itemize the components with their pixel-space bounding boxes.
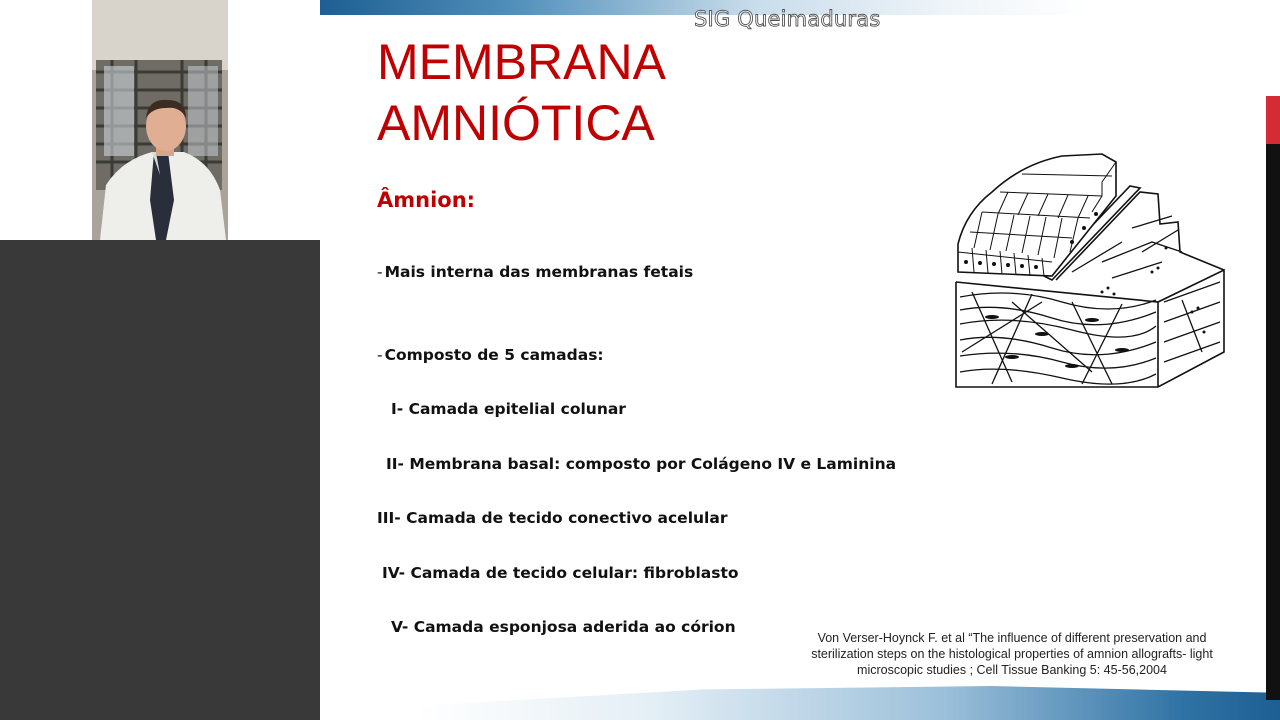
presenter-video-icon: [92, 0, 228, 240]
left-panel: [0, 0, 320, 720]
slide-title: [377, 32, 666, 154]
layer-item: V- Camada esponjosa aderida ao córion: [391, 618, 736, 636]
bullet-item: [377, 346, 604, 364]
presenter-webcam: [92, 0, 228, 240]
bullet-text: Mais interna das membranas fetais: [384, 263, 694, 281]
bottom-decorative-band: [320, 686, 1280, 720]
slide-subtitle: Âmnion:: [377, 188, 476, 212]
right-edge-accent: [1266, 96, 1280, 144]
layer-item: III- Camada de tecido conectivo acelular: [377, 509, 728, 527]
title-line-1: MEMBRANA: [377, 34, 666, 90]
layer-item: IV- Camada de tecido celular: fibroblasto: [382, 564, 739, 582]
slide: [320, 0, 1280, 720]
layer-item: I- Camada epitelial colunar: [391, 400, 626, 418]
layer-item: II- Membrana basal: composto por Colágeno IV e Laminina: [386, 455, 897, 473]
citation-reference: Von Verser-Hoynck F. et al “The influence of different preservation and sterilization steps on the histological properties of amnion allografts- light microscopic studies ; Cell Tissue Banking 5: 45-56,2004: [811, 631, 1213, 677]
bullet-text: Composto de 5 camadas:: [384, 346, 604, 364]
channel-name: SIG Queimaduras: [694, 7, 881, 31]
title-line-2: AMNIÓTICA: [377, 95, 655, 151]
bullet-item: [377, 263, 693, 281]
empty-video-area: [0, 240, 320, 720]
right-edge-strip: [1266, 96, 1280, 700]
amnion-histology-illustration-icon: [952, 152, 1228, 392]
bullet-dash: -: [377, 263, 383, 281]
bullet-dash: -: [377, 346, 383, 364]
